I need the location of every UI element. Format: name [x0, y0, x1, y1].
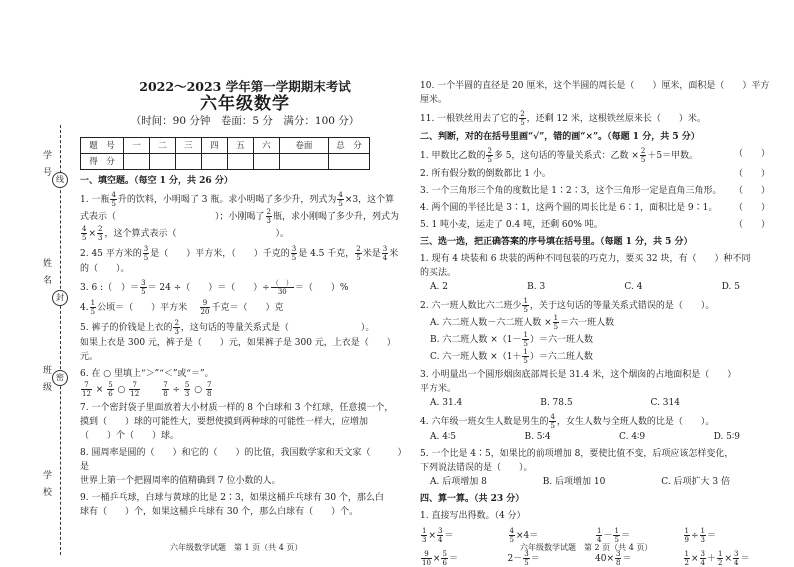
q1-text-b: 升的饮料，小明喝了 3 瓶。求小明喝了多少升，列式为 — [117, 195, 337, 205]
q1-text-g: ，这个算式表示（ ）。 — [104, 229, 289, 239]
option: C. 314 — [650, 398, 680, 408]
score-cell[interactable] — [201, 154, 227, 170]
score-header-cell: 一 — [124, 138, 150, 154]
c3-line-1: 3. 小明量出一个圆形烟囱底部周长是 31.4 米，这个烟囱的占地面积是（ ） — [420, 370, 737, 380]
fraction: $\frac{7}{12}$ — [130, 381, 140, 398]
q4-text-c: 千克＝（ ）克 — [211, 303, 284, 313]
fraction: $\frac{7}{12}$ — [82, 381, 91, 398]
question-2 — [80, 245, 410, 276]
fraction: $\frac{7}{8}$ — [163, 381, 168, 398]
judge-3 — [420, 184, 770, 198]
judge-2 — [420, 167, 770, 181]
fraction: $\frac{2}{5}$ — [487, 147, 492, 164]
binding-marker-seal: 封 — [52, 290, 68, 306]
choice-3 — [420, 368, 770, 410]
q4-text-b: 公顷＝（ ）平方米 — [97, 303, 188, 313]
fraction: $\frac{3}{5}$ — [291, 245, 297, 262]
fraction: $\frac{2}{5}$ — [640, 147, 646, 164]
option: A. 六二班人数－六二班人数 × — [430, 318, 552, 328]
j1-text-a: 1. 甲数比乙数的 — [420, 151, 486, 161]
score-header-cell: 二 — [149, 138, 175, 154]
answer-paren[interactable]: （ ） — [733, 169, 770, 179]
option: D. 5∶9 — [713, 432, 740, 442]
q3-text-a: 3. 6 :（ ）＝ — [80, 283, 140, 293]
question-4 — [80, 299, 410, 316]
fraction: $\frac{2}{3}$ — [266, 208, 271, 225]
option: B. 后项增加 10 — [542, 477, 606, 487]
section-3-title: 三、选一选，把正确答案的序号填在括号里。（每题 1 分，共 5 分） — [420, 237, 693, 247]
score-header-cell: 题 号 — [81, 138, 124, 154]
q2-text-f: 的（ ）。 — [80, 264, 130, 274]
fraction: $\frac{9}{20}$ — [200, 299, 210, 316]
fraction: $\frac{4}{5}$ — [338, 191, 343, 208]
judge-1 — [420, 147, 770, 164]
fraction: $\frac{1}{5}$ — [523, 331, 528, 348]
j4-text: 4. 两个圆的半径比是 3∶1，这两个圆的周长比是 6∶1，面积比是 9∶1。 — [420, 203, 718, 213]
j3-text: 3. 一个三角形三个角的度数比是 1∶2∶3，这个三角形一定是直角三角形。 — [420, 186, 722, 196]
calc-item: $\frac{1}{4}$ － $\frac{1}{5}$ ＝ — [597, 527, 630, 544]
option: D. 5 — [721, 282, 740, 292]
q3-text-b: ＝ 24 ÷（ ）＝（ ）÷ — [147, 283, 270, 293]
score-header-cell: 总 分 — [329, 138, 370, 154]
fraction: $\frac{1}{5}$ — [553, 314, 559, 331]
calc-item: $\frac{1}{9}$ ÷ $\frac{1}{3}$ ＝ — [684, 527, 716, 544]
name-label: 姓名 — [41, 258, 51, 292]
q4-text-a: 4. — [80, 303, 89, 313]
option: A. 4∶5 — [430, 432, 457, 442]
q8-line-2: 世界上第一个把圆周率的值精确到 7 位小数的人。 — [80, 476, 281, 486]
exam-meta: （时间：90 分钟 卷面：5 分 满分：100 分） — [130, 115, 360, 127]
binding-dashed-line — [60, 125, 61, 555]
fraction: $\frac{1}{5}$ — [523, 348, 528, 365]
q2-text-e: 米 — [389, 249, 399, 259]
section-4-title: 四、算一算。（共 23 分） — [420, 494, 525, 504]
calc-item: $\frac{4}{5}$ ×4＝ — [509, 527, 539, 544]
score-table — [80, 137, 370, 170]
option: B. 78.5 — [540, 398, 573, 408]
question-10: 10. 一个半圆的直径是 20 厘米，这个半圆的周长是（ ）厘米，面积是（ ）平方厘米。 — [420, 81, 770, 105]
class-label: 班级 — [41, 365, 51, 399]
q1-text-d: 式表示（ ）；小刚喝了 — [80, 212, 265, 222]
calc-item: $\frac{9}{10}$ × $\frac{5}{6}$ ＝ — [422, 550, 458, 567]
fraction: $\frac{4}{5}$ — [550, 413, 555, 430]
fraction: $\frac{7}{8}$ — [206, 381, 212, 398]
q2-text-d: 米是 — [362, 249, 381, 259]
q5-text-a: 5. 裤子的价钱是上衣的 — [80, 323, 173, 333]
score-table-score-row — [81, 154, 370, 170]
q3-text-c: ＝（ ）% — [294, 283, 349, 293]
j1-text-b: 多 5，这句话的等量关系式：乙数 × — [493, 151, 639, 161]
choice-5 — [420, 447, 770, 489]
option: B. 5∶4 — [524, 432, 551, 442]
binding-marker-line: 线 — [52, 172, 68, 188]
score-header-cell: 卷面 — [279, 138, 328, 154]
calc-item: 40× $\frac{3}{8}$ ＝ — [595, 550, 632, 567]
q8-line-1: 8. 圆周率是圆的（ ）和它的（ ）的比值，我国数学家和天文家（ ）是 — [80, 448, 407, 472]
j1-text-c: ＋5＝甲数。 — [647, 151, 699, 161]
q5-text-b: ，这句话的等量关系式是（ ）。 — [180, 323, 375, 333]
fraction: $\frac{2}{3}$ — [98, 225, 103, 242]
judge-5 — [420, 218, 770, 232]
score-cell[interactable] — [149, 154, 175, 170]
school-label: 学校 — [41, 470, 51, 504]
j2-text: 2. 所有假分数的倒数都比 1 小。 — [420, 169, 551, 179]
right-column — [420, 76, 770, 567]
choice-3-options — [420, 396, 770, 410]
question-7 — [80, 401, 410, 443]
q7-line-2: 摸到（ ）球的可能性大，要想使摸到两种球的可能性一样大，应增加 — [80, 417, 369, 427]
option: A. 2 — [430, 282, 448, 292]
fraction: $\frac{3}{5}$ — [143, 245, 149, 262]
score-table-header-row — [81, 138, 370, 154]
left-column — [80, 0, 410, 522]
question-1 — [80, 191, 410, 242]
q7-line-1: 7. 一个密封袋子里面放着大小材质一样的 8 个白球和 3 个红球，任意摸一个， — [80, 403, 394, 413]
c5-line-2: 下列说法错误的是（ ）。 — [420, 463, 533, 473]
question-8 — [80, 446, 410, 488]
subject-title: 六年级数学 — [200, 94, 290, 114]
calc-item: $\frac{1}{3}$ × $\frac{3}{4}$ ＝ — [422, 527, 454, 544]
question-5 — [80, 319, 410, 364]
fraction: $\frac{5}{3}$ — [184, 381, 190, 398]
fraction: $\frac{4}{5}$ — [111, 191, 116, 208]
q11-text-a: 11. 一根铁丝用去了它的 — [420, 114, 519, 124]
score-cell[interactable] — [253, 154, 279, 170]
c4-text-b: ，女生人数与全班人数的比是（ ）。 — [556, 417, 715, 427]
question-3 — [80, 279, 410, 296]
question-6: 6. 在 ○ 里填上“＞”“＜”或“＝”。 $\frac{7}{12}$ × $\frac{5}{6}$ ○ $\frac{7}{12}$ $\frac{7}{8}$ ÷ $\frac{5}{3}$ ○ $\frac{7}{8}$ — [80, 369, 214, 398]
q9-line-1: 9. 一桶乒乓球，白球与黄球的比是 2∶3，如果这桶乒乓球有 30 个，那么白 — [80, 493, 384, 503]
option: B. 3 — [527, 282, 546, 292]
score-cell[interactable] — [279, 154, 328, 170]
q1-text-f: × — [88, 229, 97, 239]
c1-line-1: 1. 现有 4 块装和 6 块装的两种不同包装的巧克力，要买 32 块，有（ ）种不同 — [420, 254, 751, 264]
answer-paren[interactable]: （ ） — [733, 149, 770, 159]
option: C. 4 — [624, 282, 643, 292]
page-footer-left: 六年级数学试题 第 1 页（共 4 页） — [170, 543, 303, 552]
q2-text-c: 是 4.5 千克， — [298, 249, 355, 259]
answer-paren[interactable]: （ ） — [733, 203, 770, 213]
option: C. 六一班人数 ×（1＋ — [430, 352, 522, 362]
question-11 — [420, 110, 770, 127]
fraction: $\frac{2}{3}$ — [174, 319, 179, 336]
score-cell[interactable] — [227, 154, 253, 170]
option: A. 后项增加 8 — [430, 477, 487, 487]
choice-5-options — [420, 475, 770, 489]
fraction: $\frac{2}{5}$ — [520, 110, 525, 127]
choice-1 — [420, 252, 770, 294]
option: A. 31.4 — [430, 398, 463, 408]
exam-title: 2022～2023 学年第一学期期末考试 — [139, 79, 351, 94]
fraction: $\frac{1}{5}$ — [523, 297, 528, 314]
score-header-cell: 三 — [175, 138, 201, 154]
q11-text-b: ，还剩 12 米，这根铁丝原来长（ ）米。 — [526, 114, 706, 124]
binding-margin — [0, 0, 72, 561]
option: C. 后项扩大 3 倍 — [661, 477, 730, 487]
choice-2 — [420, 297, 770, 365]
page-footer-right: 六年级数学试题 第 2 页（共 4 页） — [520, 543, 653, 552]
section-1-title: 一、填空题。（每空 1 分，共 26 分） — [80, 176, 233, 186]
judge-4 — [420, 201, 770, 215]
q6-text: 6. 在 ○ 里填上“＞”“＜”或“＝”。 — [80, 369, 214, 379]
option: C. 4∶9 — [619, 432, 646, 442]
c2-text-b: ，关于这句话的等量关系式错误的是（ ）。 — [529, 301, 715, 311]
question-9 — [80, 491, 410, 519]
q7-line-3: （ ）个（ ）球。 — [80, 431, 180, 441]
calc-item: 2－ $\frac{3}{5}$ ＝ — [507, 550, 540, 567]
binding-marker-secret: 密 — [52, 370, 68, 386]
c5-line-1: 5. 一个比是 4∶5，如果比的前项增加 8，要使比值不变，后项应该怎样变化， — [420, 449, 734, 459]
score-cell[interactable] — [329, 154, 370, 170]
q2-text-b: 是（ ）平方米，（ ）千克的 — [150, 249, 290, 259]
option: ＝六一班人数 — [560, 318, 615, 328]
student-id-label: 学号 — [41, 150, 51, 184]
q9-line-2: 球有（ ）个，如果这桶乒乓球有 30 个，那么白球有（ ）个。 — [80, 507, 359, 517]
fraction: $\frac{2}{5}$ — [356, 245, 361, 262]
fraction: $\frac{4}{5}$ — [82, 225, 87, 242]
score-header-cell: 五 — [227, 138, 253, 154]
option: ）＝六二班人数 — [529, 352, 593, 362]
section-2-title: 二、判断，对的在括号里画“√”，错的画“×”。（每题 1 分，共 5 分） — [420, 132, 700, 142]
q1-text-e: 瓶，求小刚喝了多少升，列式为 — [272, 212, 399, 222]
c1-line-2: 的买法。 — [420, 268, 457, 278]
calc-item: $\frac{1}{2}$ × $\frac{3}{4}$ ＋ $\frac{1}{2}$ × $\frac{3}{4}$ ＝ — [684, 550, 750, 567]
score-row-label: 得 分 — [81, 154, 124, 170]
choice-4 — [420, 413, 770, 444]
answer-paren[interactable]: （ ） — [733, 220, 770, 230]
score-header-cell: 六 — [253, 138, 279, 154]
fraction: $\frac{1}{5}$ — [90, 299, 96, 316]
option: B. 六二班人数 ×（1－ — [430, 335, 522, 345]
j5-text: 5. 1 吨小麦，运走了 0.4 吨，还剩 60% 吨。 — [420, 220, 603, 230]
q1-text-a: 1. 一瓶 — [80, 195, 110, 205]
fraction: $\frac{3}{5}$ — [141, 279, 146, 296]
c3-line-2: 平方米。 — [420, 384, 457, 394]
fraction: $\frac{3}{4}$ — [382, 245, 388, 262]
choice-1-options — [420, 280, 770, 294]
q5-text-c: 如果上衣是 300 元，裤子是（ ）元，如果裤子是 300 元，上衣是（ ）元。 — [80, 338, 396, 362]
c2-text-a: 2. 六一班人数比六二班少 — [420, 301, 522, 311]
calc-instructions: 1. 直接写出得数。（4 分） — [420, 511, 526, 521]
option: ）＝六一班人数 — [529, 335, 593, 345]
c4-text-a: 4. 六年级一班女生人数是男生的 — [420, 417, 549, 427]
fraction: $\frac{5}{6}$ — [108, 381, 113, 398]
score-header-cell: 四 — [201, 138, 227, 154]
q1-text-c: ×3，这个算 — [344, 195, 395, 205]
score-cell[interactable] — [175, 154, 201, 170]
score-cell[interactable] — [124, 154, 150, 170]
q2-text-a: 2. 45 平方米的 — [80, 249, 142, 259]
answer-paren[interactable]: （ ） — [733, 186, 770, 196]
fraction: $\frac{( )}{30}$ — [271, 279, 293, 296]
choice-4-options — [420, 430, 770, 444]
